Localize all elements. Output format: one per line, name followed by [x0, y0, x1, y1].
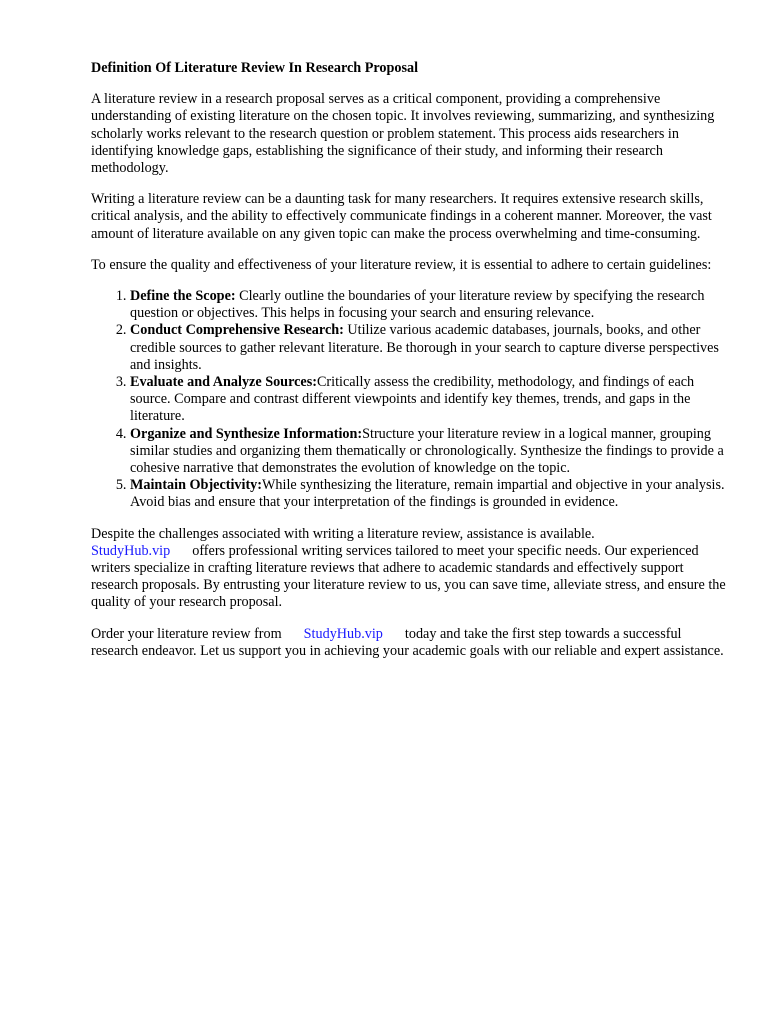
studyhub-link[interactable]: StudyHub.vip — [303, 625, 383, 642]
guideline-text: Critically assess the credibility, methodology, and findings of each source. Compare and contrast different viewpoints and identify key themes, trends, and gaps in the literature. — [130, 374, 695, 425]
paragraph-challenges: Writing a literature review can be a daunting task for many researchers. It requires extensive research skills, critical analysis, and the ability to effectively communicate findings in a coherent manner. Moreover, the vast amount of literature available on any given topic can make the process overwhelming and time-consuming. — [91, 191, 712, 242]
assistance-text-after: offers professional writing services tailored to meet your specific needs. Our experienced writers specialize in crafting literature reviews that adhere to academic standards and effectively support research proposals. By entrusting your literature review to us, you can save time, alleviate stress, and ensure the quality of your research proposal. — [91, 542, 726, 611]
guideline-term: Evaluate and Analyze Sources: — [130, 374, 317, 391]
document-title: Definition Of Literature Review In Research Proposal — [91, 60, 419, 76]
paragraph-assistance — [91, 526, 726, 612]
order-text-before: Order your literature review from — [91, 625, 282, 642]
studyhub-link[interactable]: StudyHub.vip — [91, 542, 171, 559]
list-item — [130, 426, 726, 478]
paragraph-order — [91, 626, 726, 660]
guideline-text: Utilize various academic databases, journals, books, and other credible sources to gather relevant literature. Be thorough in your search to capture diverse perspectives and insights. — [130, 322, 719, 373]
order-text-after: today and take the first step towards a successful research endeavor. Let us support you in achieving your academic goals with our reliable and expert assistance. — [91, 625, 724, 659]
guideline-term: Maintain Objectivity: — [130, 477, 263, 494]
assistance-text-before: Despite the challenges associated with writing a literature review, assistance is available. — [91, 525, 595, 542]
guideline-text: While synthesizing the literature, remain impartial and objective in your analysis. Avoid bias and ensure that your interpretation of the findings is grounded in evidence. — [130, 477, 725, 511]
guidelines-list — [91, 288, 726, 512]
list-item — [130, 477, 726, 511]
document-page — [91, 60, 726, 674]
paragraph-intro: A literature review in a research proposal serves as a critical component, providing a comprehensive understanding of existing literature on the chosen topic. It involves reviewing, summarizing, and synthesizing scholarly works relevant to the research question or problem statement. This process aids researchers in identifying knowledge gaps, establishing the significance of their study, and informing their research methodology. — [91, 91, 715, 177]
list-item — [130, 322, 726, 374]
guideline-text: Structure your literature review in a logical manner, grouping similar studies and organizing them thematically or chronologically. Synthesize the findings to provide a cohesive narrative that demonstrates the evolution of knowledge on the topic. — [130, 425, 724, 477]
list-item — [130, 374, 726, 426]
guideline-term: Define the Scope: — [130, 288, 236, 305]
list-item — [130, 288, 726, 322]
guideline-text: Clearly outline the boundaries of your literature review by specifying the research question or objectives. This helps in focusing your search and ensuring relevance. — [130, 288, 705, 322]
guideline-term: Organize and Synthesize Information: — [130, 425, 363, 442]
guideline-term: Conduct Comprehensive Research: — [130, 322, 344, 339]
paragraph-guidelines-intro: To ensure the quality and effectiveness of your literature review, it is essential to adhere to certain guidelines: — [91, 256, 712, 273]
